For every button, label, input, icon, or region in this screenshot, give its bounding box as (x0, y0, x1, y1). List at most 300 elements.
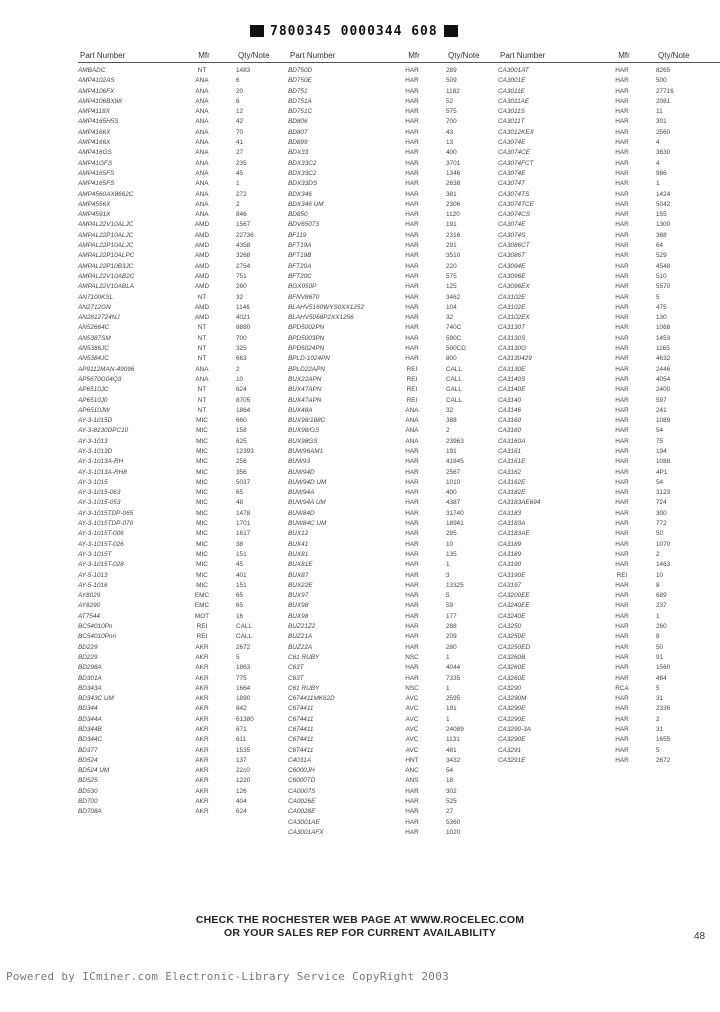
qty-note-cell: 3510 (446, 252, 461, 260)
qty-note-cell: 1463 (656, 561, 671, 569)
mfr-cell: HAR (405, 231, 419, 239)
table-row (498, 478, 720, 488)
powered-by-footer: Powered by ICminer.com Electronic-Library Service CopyRight 2003 (6, 970, 450, 983)
table-row (78, 519, 310, 529)
part-number-cell: CA3094E (498, 262, 526, 270)
qty-note-cell: 2 (236, 365, 240, 373)
table-row (78, 138, 310, 148)
mfr-cell: HAR (405, 211, 419, 219)
part-number-cell: AY-3-1015T-006 (78, 530, 124, 538)
qty-note-cell: 1 (446, 684, 450, 692)
part-number-cell: C674411 (288, 715, 314, 723)
mfr-cell: AKR (195, 777, 209, 785)
mfr-cell: HAR (405, 664, 419, 672)
part-number-cell: CA3096E (498, 272, 526, 280)
mfr-cell: AMD (194, 303, 210, 311)
part-number-cell: CA3290E (498, 705, 526, 713)
part-number-cell: AT7544 (78, 612, 100, 620)
table-row (78, 663, 310, 673)
table-row (78, 159, 310, 169)
parts-column-1 (78, 44, 310, 818)
table-row (78, 385, 310, 395)
mfr-cell: HAR (615, 303, 629, 311)
part-number-cell: AN2812724NJ (78, 314, 120, 322)
mfr-cell: HAR (615, 427, 629, 435)
table-row (498, 540, 720, 550)
mfr-cell: AKR (195, 746, 209, 754)
part-number-cell: CA0007S (288, 787, 316, 795)
part-number-cell: CA3011AE (498, 97, 530, 105)
mfr-cell: EMC (194, 592, 210, 600)
table-row (498, 756, 720, 766)
part-number-cell: BF119 (288, 231, 307, 239)
mfr-cell: HAR (405, 550, 419, 558)
part-number-cell: BD229 (78, 653, 98, 661)
mfr-cell: HAR (405, 478, 419, 486)
part-number-cell: CA3183 (498, 509, 522, 517)
qty-note-cell: 38 (236, 540, 244, 548)
qty-note-cell: 256 (236, 458, 247, 466)
qty-note-cell: 4021 (236, 314, 251, 322)
mfr-cell: ANA (195, 87, 209, 95)
part-number-cell: BLAHV5068P2XX1256 (288, 314, 354, 322)
qty-note-cell: 368 (656, 231, 667, 239)
mfr-cell: HAR (405, 355, 419, 363)
table-row (78, 76, 310, 86)
mfr-cell: HAR (405, 139, 419, 147)
part-number-cell: CA3011E (498, 87, 525, 95)
table-row (78, 323, 310, 333)
qty-note-cell: 5570 (656, 283, 671, 291)
mfr-cell: HAR (405, 283, 419, 291)
part-number-cell: AY-5-1016 (78, 581, 108, 589)
part-number-cell: BUW94D (288, 468, 315, 476)
part-number-cell: CA3290 (498, 684, 522, 692)
mfr-cell: AVC (405, 746, 419, 754)
qty-note-cell: CALL (236, 633, 252, 641)
part-number-cell: AMBADC (78, 67, 106, 74)
mfr-cell: AMD (194, 283, 210, 291)
part-number-cell: AMP4118X (78, 108, 110, 116)
table-row (288, 117, 520, 127)
qty-note-cell: 43 (446, 128, 454, 136)
part-number-cell: CA3290E (498, 736, 526, 744)
mfr-cell: AMD (194, 314, 210, 322)
table-row (78, 653, 310, 663)
mfr-cell: EMC (194, 602, 210, 610)
table-row (498, 735, 720, 745)
part-number-cell: AN7100KSL (78, 293, 114, 301)
qty-note-cell: 5360 (446, 818, 461, 826)
mfr-cell: HAR (615, 715, 629, 723)
mfr-cell: AMD (194, 262, 210, 270)
qty-note-cell: 3432 (446, 756, 461, 764)
table-row (498, 632, 720, 642)
part-number-cell: C61 RUBY (288, 653, 320, 661)
table-row (78, 107, 310, 117)
mfr-cell: AMD (194, 242, 210, 250)
qty-note-cell: 1617 (236, 530, 251, 538)
qty-note-cell: 54 (656, 478, 664, 486)
table-row (498, 262, 720, 272)
mfr-cell: HAR (615, 252, 629, 260)
part-number-cell: BD344 (78, 705, 98, 713)
mfr-cell: HAR (615, 550, 629, 558)
table-row (498, 416, 720, 426)
mfr-cell: HAR (615, 87, 629, 95)
qty-note-cell: 481 (446, 746, 457, 754)
table-row (78, 488, 310, 498)
table-row (78, 200, 310, 210)
qty-note-cell: CALL (236, 623, 252, 631)
part-number-cell: CA3160 (498, 417, 522, 425)
qty-note-cell: 400 (446, 489, 457, 497)
table-row (78, 179, 310, 189)
table-row (288, 571, 520, 581)
qty-note-cell: 2672 (656, 756, 671, 764)
part-number-cell: AP5670G04Q3 (78, 375, 122, 383)
qty-note-cell: 1 (446, 653, 450, 661)
qty-note-cell: 575 (446, 108, 457, 116)
mfr-cell: HAR (405, 252, 419, 260)
qty-note-cell: 41 (236, 139, 244, 147)
header-mfr: Mfr (618, 51, 630, 60)
mfr-cell: MIC (196, 447, 208, 455)
part-number-cell: BPD5024PN (288, 345, 325, 353)
part-number-cell: BGX050P (288, 283, 317, 291)
part-number-cell: CA3102EX (498, 314, 530, 322)
qty-note-cell: 295 (446, 530, 457, 538)
mfr-cell: HAR (615, 97, 629, 105)
qty-note-cell: 32 (446, 314, 454, 322)
table-row (498, 293, 720, 303)
part-number-cell: C674411 (288, 746, 314, 754)
qty-note-cell: 500 (656, 77, 667, 85)
table-row (498, 148, 720, 158)
mfr-cell: AKR (195, 684, 209, 692)
table-row (498, 282, 720, 292)
mfr-cell: NT (197, 293, 207, 301)
header-part-number: Part Number (500, 51, 546, 60)
mfr-cell: NT (197, 355, 207, 363)
table-row (498, 385, 720, 395)
part-number-cell: AP9112MAN-49096 (78, 365, 135, 373)
mfr-cell: HAR (405, 623, 419, 631)
mfr-cell: HAR (615, 149, 629, 157)
mfr-cell: REI (196, 633, 208, 641)
qty-note-cell: 700 (446, 118, 457, 126)
qty-note-cell: 4 (656, 159, 660, 167)
mfr-cell: HAR (405, 602, 419, 610)
qty-note-cell: 18941 (446, 520, 464, 528)
mfr-cell: MIC (196, 478, 208, 486)
qty-note-cell: 42 (236, 118, 244, 126)
table-row (288, 787, 520, 797)
mfr-cell: HAR (405, 324, 419, 332)
qty-note-cell: 235 (236, 159, 247, 167)
mfr-cell: HAR (405, 643, 419, 651)
part-number-cell: CA3260E (498, 674, 526, 682)
table-row (498, 684, 720, 694)
mfr-cell: HAR (615, 118, 629, 126)
qty-note-cell: 1300 (656, 221, 671, 229)
part-number-cell: CA3190 (498, 561, 522, 569)
mfr-cell: MIC (196, 489, 208, 497)
qty-note-cell: 751 (236, 272, 247, 280)
part-number-cell: AMP4106BX88 (78, 97, 122, 105)
part-number-cell: BUX98/188C (288, 417, 326, 425)
qty-note-cell: 401 (236, 571, 247, 579)
mfr-cell: HAR (615, 365, 629, 373)
part-number-cell: CA3250E (498, 633, 526, 641)
mfr-cell: HAR (615, 231, 629, 239)
table-row (288, 159, 520, 169)
table-row (78, 231, 310, 241)
table-row (498, 591, 720, 601)
part-number-cell: CA3140 (498, 396, 522, 404)
qty-note-cell: 2 (656, 715, 660, 723)
qty-note-cell: 18 (446, 777, 454, 785)
qty-note-cell: 12393 (236, 447, 254, 455)
mfr-cell: ANA (195, 108, 209, 116)
table-row (288, 190, 520, 200)
part-number-cell: CA3001AFX (288, 828, 324, 836)
part-number-cell: BFT19B (288, 252, 312, 260)
mfr-cell: HAR (615, 612, 629, 620)
part-number-cell: CA3260B (498, 653, 526, 661)
table-row (498, 426, 720, 436)
mfr-cell: NSC (405, 684, 419, 692)
table-row (288, 560, 520, 570)
qty-note-cell: 54 (446, 767, 454, 775)
qty-note-cell: 54 (656, 427, 664, 435)
table-row (498, 375, 720, 385)
table-row (78, 684, 310, 694)
table-row (288, 797, 520, 807)
qty-note-cell: 3462 (446, 293, 461, 301)
qty-note-cell: 27 (446, 808, 454, 816)
table-row (78, 97, 310, 107)
table-row (498, 117, 720, 127)
mfr-cell: HAR (615, 159, 629, 167)
mfr-cell: HAR (405, 314, 419, 322)
part-number-cell: BD229 (78, 643, 98, 651)
table-row (78, 468, 310, 478)
table-row (78, 560, 310, 570)
parts-column-2 (288, 44, 520, 838)
part-number-cell: CA3140E (498, 386, 526, 394)
part-number-cell: CA3250ED (498, 643, 530, 651)
qty-note-cell: 155 (656, 211, 667, 219)
table-row (288, 262, 520, 272)
table-row (78, 550, 310, 560)
mfr-cell: MIC (196, 509, 208, 517)
part-number-cell: AN2712GN (78, 303, 111, 311)
table-row (498, 519, 720, 529)
mfr-cell: AVC (405, 705, 419, 713)
table-row (288, 66, 520, 76)
part-number-cell: AMP4560AX8662C (78, 190, 134, 198)
qty-note-cell: 2306 (446, 200, 461, 208)
table-row (288, 704, 520, 714)
availability-note (0, 914, 720, 940)
mfr-cell: HAR (615, 653, 629, 661)
mfr-cell: HAR (405, 509, 419, 517)
table-row (78, 416, 310, 426)
mfr-cell: NT (197, 406, 207, 414)
part-number-cell: CA3162E (498, 478, 526, 486)
table-row (78, 251, 310, 261)
table-row (498, 76, 720, 86)
qty-note-cell: 6 (236, 77, 240, 85)
mfr-cell: HAR (615, 468, 629, 476)
table-row (288, 807, 520, 817)
qty-note-cell: CALL (446, 365, 462, 373)
table-row (78, 426, 310, 436)
part-number-cell: AP6510J0 (78, 396, 108, 404)
table-row (288, 519, 520, 529)
qty-note-cell: 4 (656, 139, 660, 147)
part-number-cell: BD525 (78, 777, 98, 785)
mfr-cell: HAR (615, 756, 629, 764)
part-number-cell: CA3291E (498, 756, 526, 764)
mfr-cell: HAR (405, 798, 419, 806)
mfr-cell: HAR (615, 581, 629, 589)
table-row (498, 457, 720, 467)
mfr-cell: HAR (615, 345, 629, 353)
table-row (288, 375, 520, 385)
table-row (288, 272, 520, 282)
mfr-cell: HAR (405, 828, 419, 836)
part-number-cell: BUX98 (288, 602, 309, 610)
table-row (78, 148, 310, 158)
part-number-cell: CA3001AT (498, 67, 529, 74)
table-row (288, 416, 520, 426)
table-row (288, 756, 520, 766)
qty-note-cell: 12 (236, 108, 244, 116)
part-number-cell: CA3074S (498, 231, 526, 239)
part-number-cell: CA3074TCE (498, 200, 534, 208)
mfr-cell: HAR (405, 561, 419, 569)
qty-note-cell: 846 (236, 211, 247, 219)
part-number-cell: CA3102E (498, 293, 526, 301)
qty-note-cell: 27 (236, 149, 244, 157)
qty-note-cell: 151 (236, 550, 247, 558)
mfr-cell: HAR (405, 499, 419, 507)
part-number-cell: BLAHV5160WYS0XX1252 (288, 303, 365, 311)
part-number-cell: AY-3-1015T-026 (78, 540, 124, 548)
mfr-cell: ANA (195, 77, 209, 85)
qty-note-cell: 1 (236, 180, 240, 188)
qty-note-cell: 13325 (446, 581, 464, 589)
qty-note-cell: 575 (446, 272, 457, 280)
part-number-cell: CA3240E (498, 612, 526, 620)
part-number-cell: CA3130S (498, 334, 526, 342)
part-number-cell: BUX98GS (288, 437, 318, 445)
table-row (288, 457, 520, 467)
qty-note-cell: 2567 (446, 468, 461, 476)
table-row (288, 241, 520, 251)
part-number-cell: BDX346 (288, 190, 312, 198)
qty-note-cell: 2638 (446, 180, 461, 188)
part-number-cell: CA3291 (498, 746, 522, 754)
table-row (288, 76, 520, 86)
mfr-cell: HAR (405, 489, 419, 497)
mfr-cell: HAR (615, 262, 629, 270)
part-number-cell: CA0026E (288, 798, 316, 806)
mfr-cell: HAR (405, 200, 419, 208)
mfr-cell: HAR (405, 169, 419, 177)
mfr-cell: NT (197, 386, 207, 394)
part-number-cell: CA3074E (498, 169, 526, 177)
mfr-cell: HAR (405, 674, 419, 682)
qty-note-cell: 464 (656, 674, 667, 682)
qty-note-cell: 1220 (236, 777, 251, 785)
qty-note-cell: 842 (236, 705, 247, 713)
mfr-cell: HAR (615, 139, 629, 147)
mfr-cell: HAR (405, 540, 419, 548)
mfr-cell: HAR (405, 633, 419, 641)
mfr-cell: AKR (195, 726, 209, 733)
table-row (498, 354, 720, 364)
table-row (498, 190, 720, 200)
qty-note-cell: 41845 (446, 458, 464, 466)
mfr-cell: REI (406, 375, 418, 383)
qty-note-cell: 32 (446, 406, 454, 414)
table-row (288, 498, 520, 508)
table-row (498, 560, 720, 570)
mfr-cell: AMD (194, 252, 210, 260)
table-row (498, 663, 720, 673)
table-row (498, 704, 720, 714)
part-number-cell: CA3130G (498, 345, 527, 353)
table-row (78, 540, 310, 550)
header-qty-note: Qty/Note (658, 51, 690, 60)
table-row (498, 612, 720, 622)
part-number-cell: CA3074FCT (498, 159, 534, 167)
table-row (288, 828, 520, 838)
part-number-cell: BUZ21A (288, 633, 313, 641)
mfr-cell: REI (406, 396, 418, 404)
qty-note-cell: 4548 (656, 262, 671, 270)
table-row (498, 97, 720, 107)
qty-note-cell: 191 (446, 221, 457, 229)
part-number-cell: BUX47APN (288, 386, 322, 394)
part-number-cell: BUX98/GS (288, 427, 320, 435)
mfr-cell: HAR (615, 190, 629, 198)
mfr-cell: HAR (405, 787, 419, 795)
part-number-cell: CA3290-3A (498, 726, 532, 733)
header-qty-note: Qty/Note (448, 51, 480, 60)
part-number-cell: BDX33DS (288, 180, 318, 188)
part-number-cell: AY-5-1013 (78, 571, 108, 579)
mfr-cell: HAR (615, 458, 629, 466)
barcode-text: 7800345 0000344 608 (270, 23, 438, 39)
qty-note-cell: 529 (656, 252, 667, 260)
qty-note-cell: 260 (656, 623, 667, 631)
mfr-cell: HAR (405, 97, 419, 105)
mfr-cell: HAR (615, 437, 629, 445)
part-number-cell: BD700 (78, 798, 98, 806)
mfr-cell: AVC (405, 715, 419, 723)
table-row (498, 725, 720, 735)
mfr-cell: HAR (615, 674, 629, 682)
part-number-cell: BD899 (288, 139, 308, 147)
part-number-cell: AMP4591X (78, 211, 111, 219)
part-number-cell: AY-3-1015T (78, 550, 112, 558)
qty-note-cell: 381 (446, 190, 457, 198)
mfr-cell: HAR (615, 169, 629, 177)
